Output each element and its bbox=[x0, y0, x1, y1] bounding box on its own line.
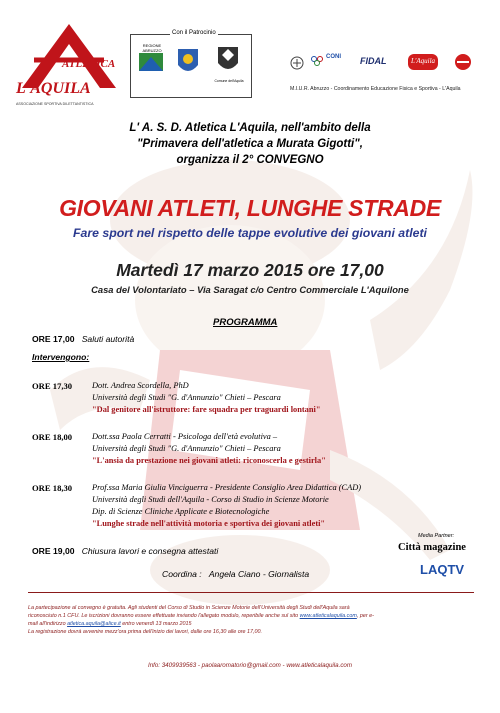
talk-2-title: "L'ansia da prestazione nei giovani atleti: riconoscerla e gestirla" bbox=[92, 456, 326, 465]
coni-rings-icon bbox=[310, 54, 324, 68]
regione-abruzzo-icon bbox=[137, 51, 165, 73]
talk-3-title: "Lunghe strade nell'attività motoria e sportiva dei giovani atleti" bbox=[92, 519, 326, 528]
closing-time: ORE 19,00 bbox=[32, 546, 75, 556]
programma-heading: PROGRAMMA bbox=[213, 317, 278, 328]
event-subtitle: Fare sport nel rispetto delle tappe evolutive dei giovani atleti bbox=[73, 226, 427, 240]
event-date: Martedì 17 marzo 2015 ore 17,00 bbox=[116, 260, 384, 280]
province-crest-icon bbox=[175, 47, 201, 77]
moderator-label: Coordina : bbox=[162, 569, 202, 579]
intro-line-1: L' A. S. D. Atletica L'Aquila, nell'ambito della bbox=[129, 122, 371, 134]
schedule-opening bbox=[32, 334, 134, 344]
moderator bbox=[162, 569, 309, 579]
footer-registration: La registrazione dovrà avvenire mezz'ora prima dell'inizio dei lavori, dalle ore 16,30 alle ore 17,00. bbox=[28, 629, 262, 635]
contact-info: Info: 3409939563 - paolaaromatorio@gmail.com - www.atleticalaquila.com bbox=[147, 662, 353, 669]
closing-text: Chiusura lavori e consegna attestati bbox=[81, 546, 219, 556]
logo-city: L'AQUILA bbox=[16, 80, 91, 97]
footer-text-d: mail all'indirizzo bbox=[28, 621, 66, 627]
patrocinio-label: Con il Patrocinio bbox=[172, 30, 216, 36]
media-partner-label: Media Partner: bbox=[418, 533, 455, 539]
logo-tagline: ASSOCIAZIONE SPORTIVA DILETTANTISTICA bbox=[16, 102, 94, 106]
citta-magazine-logo: Città magazine bbox=[398, 542, 466, 553]
laquila-badge-label: L'Aquila bbox=[411, 57, 436, 65]
logo-word: ATLETICA bbox=[62, 58, 116, 70]
talk-3-affiliation: Università degli Studi dell'Aquila - Corso di Studio in Scienze Motorie bbox=[92, 495, 329, 504]
event-title: GIOVANI ATLETI, LUNGHE STRADE bbox=[59, 195, 441, 221]
talk-1-speaker: Dott. Andrea Scordella, PhD bbox=[92, 381, 189, 390]
speakers-label: Intervengono: bbox=[32, 352, 90, 362]
footer-divider bbox=[28, 592, 474, 593]
event-venue: Casa del Volontariato – Via Saragat c/o Centro Commerciale L'Aquilone bbox=[91, 284, 409, 295]
moderator-name: Angela Ciano - Giornalista bbox=[208, 569, 310, 579]
talk-2-affiliation: Università degli Studi "G. d'Annunzio" Chieti – Pescara bbox=[92, 444, 281, 453]
opening-time: ORE 17,00 bbox=[32, 334, 75, 344]
fidal-label: FIDAL bbox=[360, 56, 387, 66]
talk-3-department: Dip. di Scienze Cliniche Applicate e Biotecnologiche bbox=[92, 507, 270, 516]
email-link[interactable]: atletica.aquila@alice.it bbox=[67, 621, 121, 627]
footer-text-e: entro venerdì 13 marzo 2015 bbox=[122, 621, 192, 627]
footer-text-b: riconosciuto n.1 CFU. Le iscrizioni dovranno essere effettuate inviando l'allegato modulo, reperibile anche sul sito bbox=[28, 613, 299, 619]
patrocinio-box bbox=[130, 34, 252, 98]
talk-2-time: ORE 18,00 bbox=[32, 432, 73, 442]
opening-text: Saluti autorità bbox=[81, 334, 135, 344]
footer-paragraph-1 bbox=[28, 604, 478, 636]
mascot-illustration bbox=[30, 150, 490, 630]
site-link[interactable]: www.atleticalaquila.com bbox=[299, 613, 357, 619]
talk-1-time: ORE 17,30 bbox=[32, 381, 73, 391]
coni-label: CONI bbox=[326, 54, 341, 60]
footer-text-c: , per e- bbox=[356, 613, 374, 619]
talk-1-affiliation: Università degli Studi "G. d'Annunzio" Chieti – Pescara bbox=[92, 393, 281, 402]
patron-1-label: REGIONE ABRUZZO bbox=[142, 43, 162, 53]
laqtv-logo: LAQTV bbox=[420, 562, 465, 577]
schedule-closing bbox=[32, 546, 218, 556]
intro-line-3: organizza il 2° CONVEGNO bbox=[176, 154, 324, 166]
miur-emblem-icon bbox=[290, 54, 304, 72]
talk-2-speaker: Dott.ssa Paola Cerratti - Psicologa dell'età evolutiva – bbox=[92, 432, 278, 441]
talk-3-speaker: Prof.ssa Maria Giulia Vinciguerra - Presidente Consiglio Area Didattica (CAD) bbox=[92, 483, 362, 492]
talk-3-time: ORE 18,30 bbox=[32, 483, 73, 493]
atletica-laquila-logo bbox=[14, 20, 124, 112]
miur-text: M.I.U.R. Abruzzo - Coordinamento Educazione Fisica e Sportiva - L'Aquila bbox=[290, 86, 461, 92]
special-olympics-icon bbox=[448, 52, 478, 72]
intro-line-2: "Primavera dell'atletica a Murata Gigotti", bbox=[137, 138, 363, 150]
sponsor-logos bbox=[290, 50, 490, 82]
patron-3-label: Comune dell'Aquila bbox=[214, 79, 244, 83]
comune-aquila-crest-icon bbox=[215, 45, 241, 75]
footer-text-a: La partecipazione al convegno è gratuita. Agli studenti del Corso di Studio in Scienze Motorie dell'Università degli Studi dell'Aquila sarà bbox=[28, 605, 350, 611]
talk-1-title: "Dal genitore all'istruttore: fare squadra per traguardi lontani" bbox=[92, 405, 321, 414]
